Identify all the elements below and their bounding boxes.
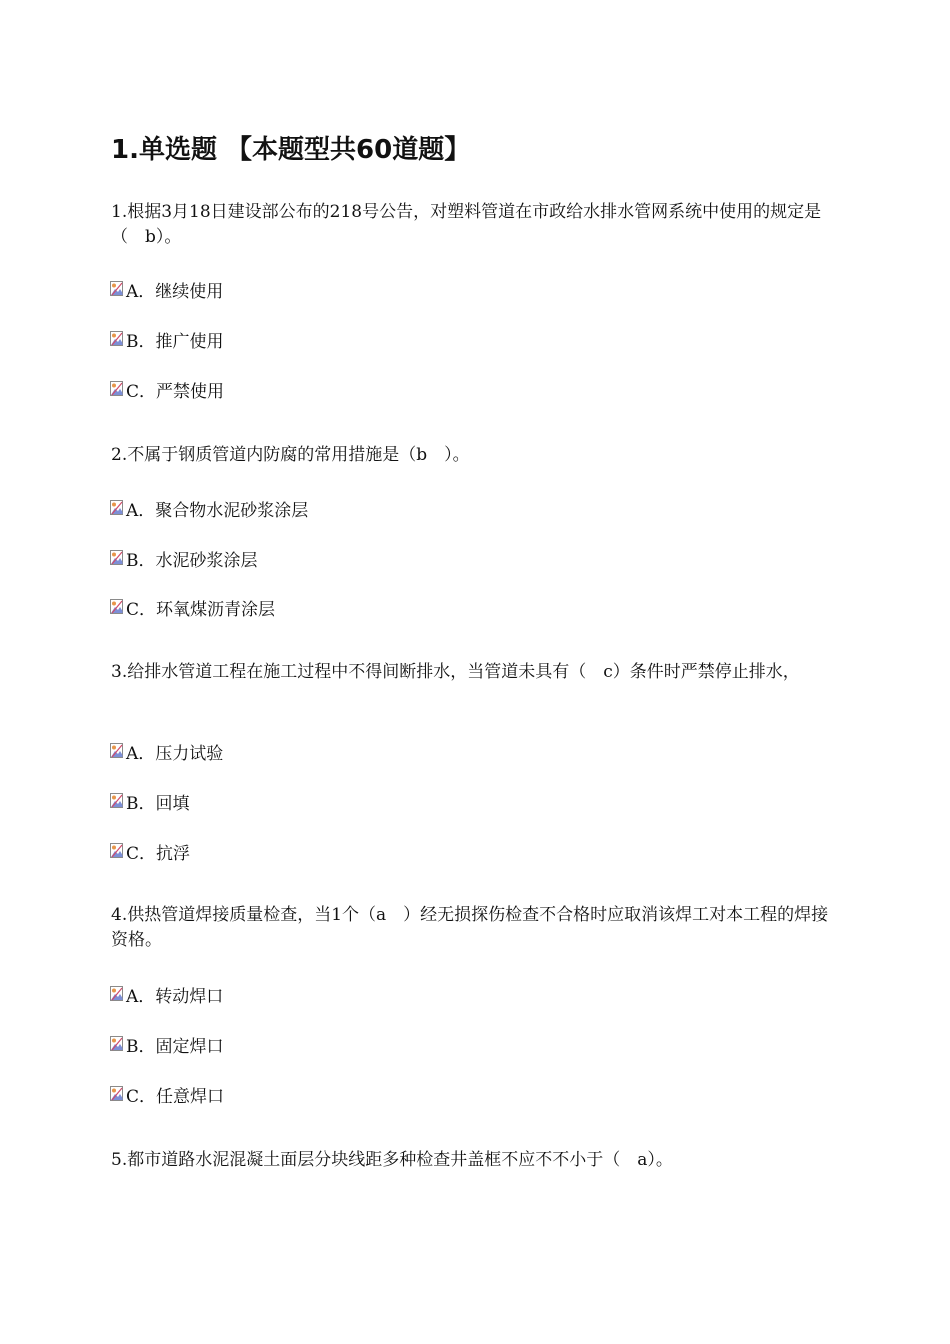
option-item[interactable]	[110, 329, 224, 355]
broken-image-icon	[110, 843, 124, 859]
option-label: C．抗浮	[126, 844, 191, 864]
broken-image-icon	[110, 550, 124, 566]
question-text: 1.根据3月18日建设部公布的218号公告，对塑料管道在市政给水排水管网系统中使用的规定是（ b）。	[111, 202, 822, 247]
option-item[interactable]	[110, 498, 308, 524]
option-item[interactable]	[110, 791, 190, 817]
option-label: C．任意焊口	[126, 1087, 225, 1107]
option-item[interactable]	[110, 984, 223, 1010]
option-item[interactable]	[110, 597, 275, 623]
option-item[interactable]	[110, 841, 190, 867]
broken-image-icon	[110, 793, 124, 809]
option-item[interactable]	[110, 1034, 224, 1060]
option-label: A．压力试验	[126, 744, 224, 764]
option-label: A．转动焊口	[126, 987, 224, 1007]
broken-image-icon	[110, 1086, 124, 1102]
option-label: B．推广使用	[126, 332, 224, 352]
broken-image-icon	[110, 331, 124, 347]
question-text: 3.给排水管道工程在施工过程中不得间断排水，当管道未具有（ c）条件时严禁停止排水，	[111, 662, 800, 682]
question-text: 4.供热管道焊接质量检查，当1个（a ）经无损探伤检查不合格时应取消该焊工对本工程的焊接资格。	[111, 905, 829, 950]
option-item[interactable]	[110, 279, 223, 305]
broken-image-icon	[110, 986, 124, 1002]
option-label: A．聚合物水泥砂浆涂层	[126, 501, 309, 521]
option-label: C．环氧煤沥青涂层	[126, 600, 276, 620]
option-item[interactable]	[110, 741, 223, 767]
option-label: B．回填	[126, 794, 190, 814]
broken-image-icon	[110, 500, 124, 516]
option-item[interactable]	[110, 1084, 224, 1110]
broken-image-icon	[110, 381, 124, 397]
broken-image-icon	[110, 743, 124, 759]
broken-image-icon	[110, 599, 124, 615]
option-label: A．继续使用	[126, 282, 224, 302]
option-item[interactable]	[110, 379, 224, 405]
option-item[interactable]	[110, 548, 258, 574]
section-title: 1.单选题 【本题型共60道题】	[111, 135, 471, 165]
question-text: 5.都市道路水泥混凝土面层分块线距多种检查井盖框不应不不小于（ a）。	[111, 1150, 673, 1170]
option-label: B．固定焊口	[126, 1037, 224, 1057]
question-text: 2.不属于钢质管道内防腐的常用措施是（b ）。	[111, 445, 470, 465]
broken-image-icon	[110, 1036, 124, 1052]
option-label: C．严禁使用	[126, 382, 225, 402]
broken-image-icon	[110, 281, 124, 297]
option-label: B．水泥砂浆涂层	[126, 551, 258, 571]
